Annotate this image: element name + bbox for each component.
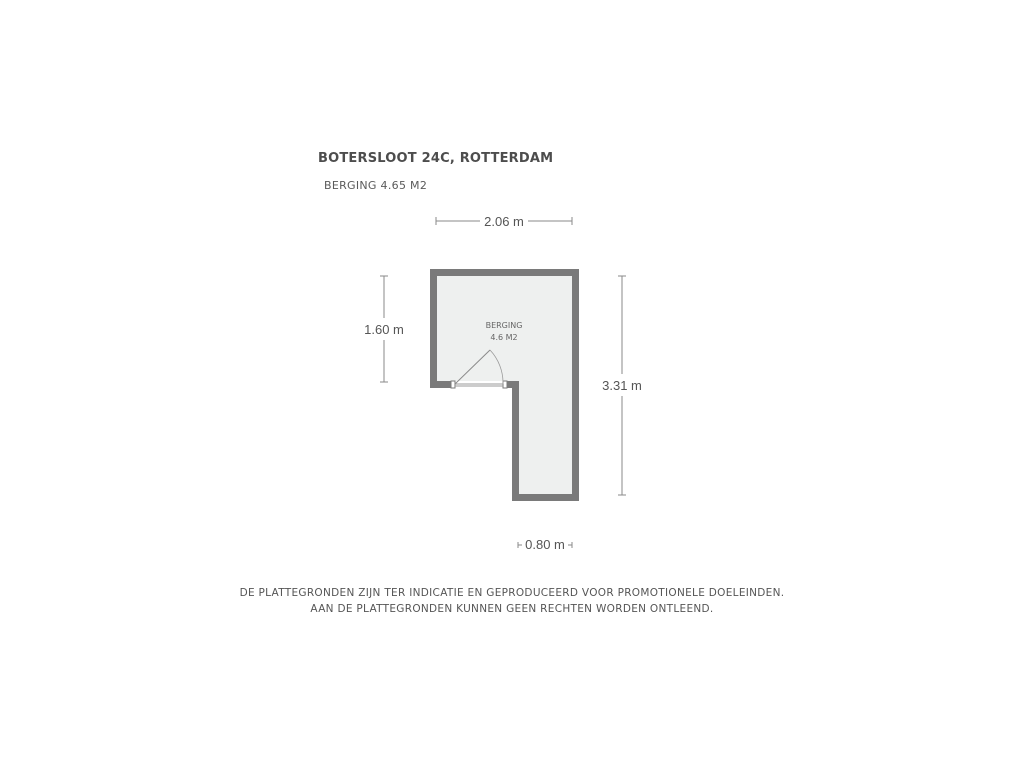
dimension-left-label: 1.60 m: [364, 322, 404, 337]
dimension-right-label: 3.31 m: [602, 378, 642, 393]
disclaimer-line-1: DE PLATTEGRONDEN ZIJN TER INDICATIE EN GEPRODUCEERD VOOR PROMOTIONELE DOELEINDEN.: [239, 587, 785, 599]
room-area-label: 4.6 M2: [490, 333, 518, 342]
room-name-label: BERGING: [485, 321, 523, 330]
property-address: BOTERSLOOT 24C, ROTTERDAM: [318, 151, 554, 166]
storage-area-subtitle: BERGING 4.65 M2: [324, 179, 428, 192]
dimension-bottom-label: 0.80 m: [525, 537, 565, 552]
disclaimer-line-2: AAN DE PLATTEGRONDEN KUNNEN GEEN RECHTEN WORDEN ONTLEEND.: [310, 603, 714, 615]
dimension-top-label: 2.06 m: [484, 214, 524, 229]
